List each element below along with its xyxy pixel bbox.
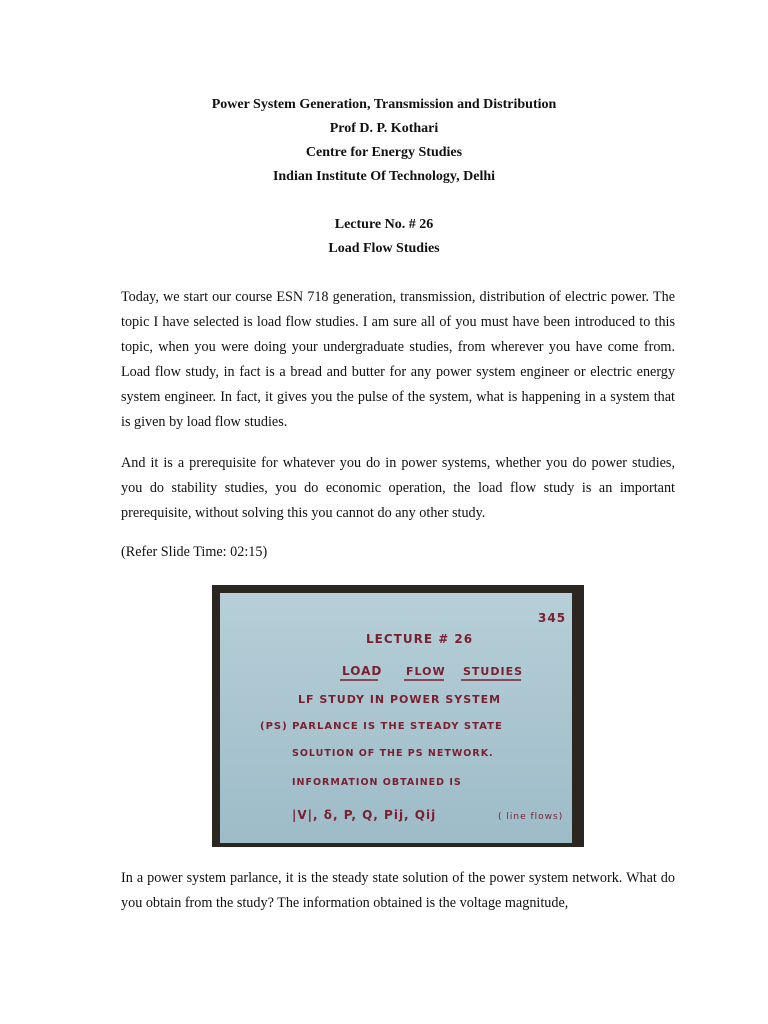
slide-lecture: LECTURE # 26 (366, 632, 474, 646)
lecture-heading (0, 213, 768, 261)
slide-line-3: SOLUTION OF THE PS NETWORK. (292, 748, 494, 759)
lecture-slide-image (212, 585, 584, 847)
lecture-title: Load Flow Studies (328, 241, 440, 256)
slide-handwriting (220, 593, 572, 843)
slide-title-studies: STUDIES (463, 665, 524, 678)
paragraph-prerequisite: And it is a prerequisite for whatever you do in power systems, whether you do power studies, you do stability studies, you do economic operation, the load flow study is an important prerequisite, without solving this you cannot do any other study. (121, 455, 675, 521)
slide-page-number: 345 (538, 611, 567, 625)
slide-line-5: |V|, δ, P, Q, Pij, Qij (292, 808, 437, 822)
paragraph-intro: Today, we start our course ESN 718 generation, transmission, distribution of electric power. The topic I have selected is load flow studies. I am sure all of you must have been introduced to this topic, when you were doing your undergraduate studies, from wherever you have come from. Load flow study, in fact is a bread and butter for any power system engineer or electric energy system engineer. In fact, it gives you the pulse of the system, what is happening in a system that is given by load flow studies. (121, 289, 675, 430)
slide-line-flows-note: ( line flows) (498, 812, 564, 822)
slide-board (220, 593, 572, 843)
paragraph-steady-state: In a power system parlance, it is the steady state solution of the power system network. What do you obtain from the study? The information obtained is the voltage magnitude, (121, 870, 675, 911)
professor-name: Prof D. P. Kothari (329, 121, 439, 136)
document-header (0, 93, 768, 189)
slide-line-2: (PS) PARLANCE IS THE STEADY STATE (260, 721, 503, 732)
course-title: Power System Generation, Transmission and Distribution (211, 97, 557, 112)
slide-title-flow: FLOW (406, 665, 446, 678)
institute-name: Indian Institute Of Technology, Delhi (272, 169, 496, 184)
slide-line-4: INFORMATION OBTAINED IS (292, 777, 462, 788)
lecture-number: Lecture No. # 26 (334, 217, 434, 232)
slide-title-load: LOAD (342, 664, 383, 678)
centre-name: Centre for Energy Studies (305, 145, 463, 160)
slide-line-1: LF STUDY IN POWER SYSTEM (298, 693, 502, 706)
slide-reference: (Refer Slide Time: 02:15) (121, 544, 268, 560)
